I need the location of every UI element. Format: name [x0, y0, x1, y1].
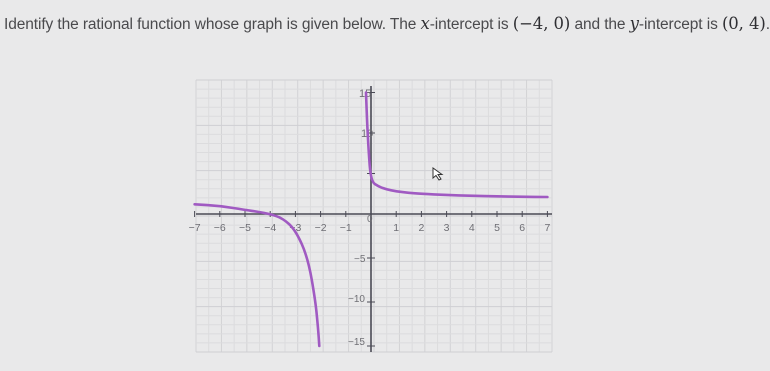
y-tick-labels	[348, 88, 373, 348]
x-tick-label: −2	[314, 222, 327, 234]
mouse-cursor-icon	[431, 167, 445, 181]
question-mid2: and the	[570, 16, 630, 33]
x-tick-label: 7	[544, 222, 551, 234]
x-tick-label: −1	[339, 222, 352, 234]
y-tick-label-10: 10	[361, 128, 374, 140]
y-variable: y	[629, 14, 639, 33]
question-prefix: Identify the rational function whose graph is given below. The	[4, 16, 421, 33]
question-mid3: -intercept is	[638, 16, 722, 33]
x-tick-label: 6	[519, 222, 526, 234]
y-tick-label-neg15: −15	[348, 337, 365, 348]
x-variable: x	[420, 14, 430, 33]
y-tick-label-neg5: −5	[354, 254, 366, 265]
x-tick-label: −3	[289, 222, 302, 234]
x-tick-label: 1	[393, 222, 400, 234]
x-tick-label: −4	[264, 222, 277, 234]
x-tick-label: −5	[239, 222, 251, 234]
y-tick-label-15: 15	[359, 88, 372, 100]
x-tick-label: 2	[418, 222, 425, 234]
x-tick-label: −6	[213, 222, 226, 234]
x-tick-label: 4	[468, 222, 475, 234]
question-mid1: -intercept is	[429, 16, 513, 33]
y-tick-label-neg10: −10	[348, 294, 365, 305]
y-intercept-value: (0, 4)	[721, 14, 766, 33]
x-tick-label: −7	[188, 222, 201, 234]
grid	[196, 80, 552, 352]
y-tick-label-0: 0	[367, 214, 373, 225]
x-tick-label: 5	[494, 222, 500, 234]
x-tick-label: 3	[443, 222, 450, 234]
curve-branch-right	[366, 93, 547, 198]
question-suffix: .	[765, 16, 770, 33]
x-intercept-value: (−4, 0)	[512, 14, 571, 33]
